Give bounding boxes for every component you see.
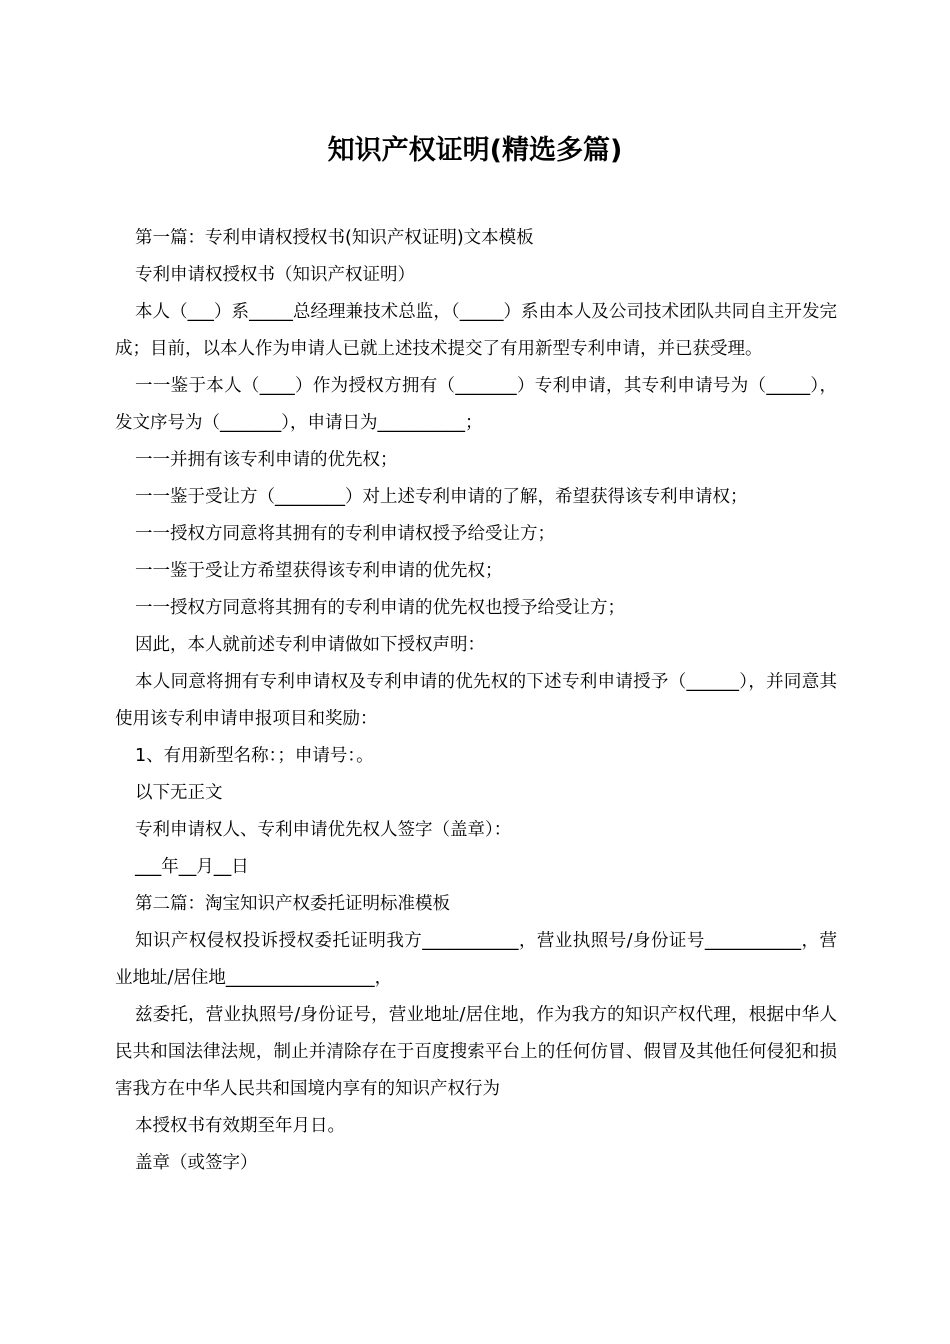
document-body [115, 220, 837, 1182]
clause-grant-priority: 一一授权方同意将其拥有的专利申请的优先权也授予给受让方； [135, 598, 625, 618]
authorization-title: 专利申请权授权书（知识产权证明） [135, 265, 415, 285]
paragraph-no-text: 以下无正文 [135, 783, 223, 803]
clause-patent-info: 一一鉴于本人（____）作为授权方拥有（_______）专利申请，其专利申请号为（_____），发文序号为（_______），申请日为__________； [115, 376, 837, 433]
clause-priority: 一一并拥有该专利申请的优先权； [135, 450, 398, 470]
paragraph-validity: 本授权书有效期至年月日。 [135, 1116, 345, 1136]
paragraph-entrust: 兹委托，营业执照号/身份证号，营业地址/居住地，作为我方的知识产权代理，根据中华人民共和国法律法规，制止并清除存在于百度搜索平台上的任何仿冒、假冒及其他任何侵犯和损害我方在中华人民共和国境内享有的知识产权行为 [115, 1005, 837, 1099]
section-heading-1: 第一篇：专利申请权授权书(知识产权证明)文本模板 [135, 228, 534, 248]
clause-assignee-priority: 一一鉴于受让方希望获得该专利申请的优先权； [135, 561, 503, 581]
paragraph-statement: 本人（___）系_____总经理兼技术总监，（_____）系由本人及公司技术团队共同自主开发完成；目前，以本人作为申请人已就上述技术提交了有用新型专利申请，并已获受理。 [115, 302, 837, 359]
stamp-line: 盖章（或签字） [135, 1153, 258, 1173]
clause-assignee-wish: 一一鉴于受让方（________）对上述专利申请的了解，希望获得该专利申请权； [135, 487, 748, 507]
signature-line: 专利申请权人、专利申请优先权人签字（盖章）： [135, 820, 512, 840]
date-line: ___年__月__日 [135, 857, 249, 877]
paragraph-declaration-intro: 因此，本人就前述专利申请做如下授权声明： [135, 635, 485, 655]
clause-grant-right: 一一授权方同意将其拥有的专利申请权授予给受让方； [135, 524, 555, 544]
document-title: 知识产权证明(精选多篇) [327, 135, 623, 166]
item-utility-model: 1、有用新型名称：；申请号：。 [135, 746, 374, 766]
paragraph-complaint: 知识产权侵权投诉授权委托证明我方___________，营业执照号/身份证号___________，营业地址/居住地_________________， [115, 931, 837, 988]
paragraph-consent: 本人同意将拥有专利申请权及专利申请的优先权的下述专利申请授予（______），并同意其使用该专利申请申报项目和奖励： [115, 672, 837, 729]
section-heading-2: 第二篇：淘宝知识产权委托证明标准模板 [135, 894, 450, 914]
